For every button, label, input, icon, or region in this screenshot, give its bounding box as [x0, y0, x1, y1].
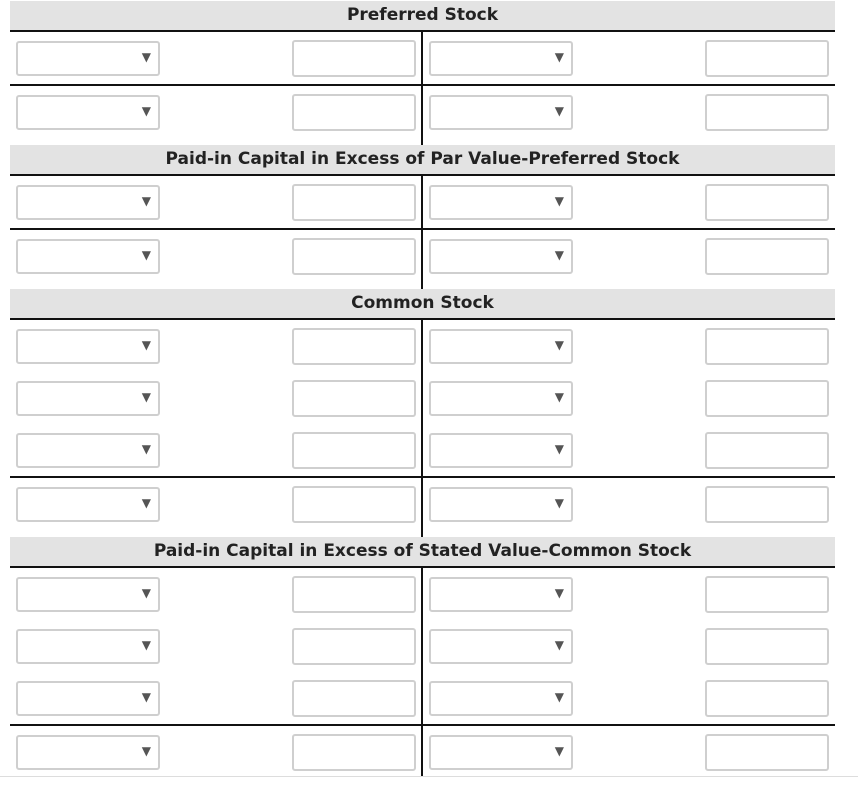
- chevron-down-icon: ▼: [554, 690, 564, 704]
- credit-amount-input[interactable]: [705, 40, 829, 77]
- chevron-down-icon: ▼: [141, 104, 151, 118]
- debit-account-select[interactable]: [16, 95, 160, 130]
- credit-amount-input[interactable]: [705, 94, 829, 131]
- debit-amount-input[interactable]: [292, 94, 416, 131]
- debit-account-select[interactable]: [16, 329, 160, 364]
- debit-amount-input[interactable]: [292, 486, 416, 523]
- chevron-down-icon: ▼: [141, 586, 151, 600]
- chevron-down-icon: ▼: [554, 194, 564, 208]
- footer-rule: [0, 776, 858, 777]
- chevron-down-icon: ▼: [141, 496, 151, 510]
- chevron-down-icon: ▼: [554, 390, 564, 404]
- section-header: Paid-in Capital in Excess of Par Value-Preferred Stock: [10, 145, 835, 175]
- chevron-down-icon: ▼: [554, 586, 564, 600]
- chevron-down-icon: ▼: [554, 442, 564, 456]
- t-account-divider: [421, 174, 423, 289]
- credit-account-select[interactable]: [429, 433, 573, 468]
- chevron-down-icon: ▼: [141, 390, 151, 404]
- credit-amount-input[interactable]: [705, 238, 829, 275]
- debit-account-select[interactable]: [16, 487, 160, 522]
- chevron-down-icon: ▼: [141, 194, 151, 208]
- chevron-down-icon: ▼: [141, 744, 151, 758]
- debit-amount-input[interactable]: [292, 328, 416, 365]
- chevron-down-icon: ▼: [554, 50, 564, 64]
- credit-amount-input[interactable]: [705, 734, 829, 771]
- t-account-divider: [421, 566, 423, 776]
- credit-account-select[interactable]: [429, 629, 573, 664]
- debit-account-select[interactable]: [16, 185, 160, 220]
- debit-amount-input[interactable]: [292, 380, 416, 417]
- credit-amount-input[interactable]: [705, 184, 829, 221]
- section-header: Common Stock: [10, 289, 835, 319]
- chevron-down-icon: ▼: [554, 248, 564, 262]
- debit-amount-input[interactable]: [292, 184, 416, 221]
- credit-account-select[interactable]: [429, 239, 573, 274]
- debit-account-select[interactable]: [16, 381, 160, 416]
- debit-amount-input[interactable]: [292, 432, 416, 469]
- credit-account-select[interactable]: [429, 95, 573, 130]
- chevron-down-icon: ▼: [554, 638, 564, 652]
- chevron-down-icon: ▼: [141, 690, 151, 704]
- chevron-down-icon: ▼: [141, 50, 151, 64]
- credit-account-select[interactable]: [429, 681, 573, 716]
- debit-account-select[interactable]: [16, 681, 160, 716]
- credit-account-select[interactable]: [429, 577, 573, 612]
- debit-account-select[interactable]: [16, 735, 160, 770]
- debit-account-select[interactable]: [16, 433, 160, 468]
- chevron-down-icon: ▼: [554, 496, 564, 510]
- credit-account-select[interactable]: [429, 381, 573, 416]
- credit-amount-input[interactable]: [705, 628, 829, 665]
- chevron-down-icon: ▼: [141, 338, 151, 352]
- credit-amount-input[interactable]: [705, 432, 829, 469]
- chevron-down-icon: ▼: [554, 104, 564, 118]
- debit-amount-input[interactable]: [292, 576, 416, 613]
- debit-account-select[interactable]: [16, 239, 160, 274]
- debit-account-select[interactable]: [16, 577, 160, 612]
- t-account-divider: [421, 318, 423, 537]
- credit-amount-input[interactable]: [705, 380, 829, 417]
- section-header: Preferred Stock: [10, 1, 835, 31]
- credit-amount-input[interactable]: [705, 328, 829, 365]
- section-header: Paid-in Capital in Excess of Stated Value-Common Stock: [10, 537, 835, 567]
- debit-amount-input[interactable]: [292, 628, 416, 665]
- credit-account-select[interactable]: [429, 735, 573, 770]
- debit-account-select[interactable]: [16, 41, 160, 76]
- credit-account-select[interactable]: [429, 487, 573, 522]
- credit-amount-input[interactable]: [705, 680, 829, 717]
- chevron-down-icon: ▼: [554, 744, 564, 758]
- chevron-down-icon: ▼: [554, 338, 564, 352]
- debit-amount-input[interactable]: [292, 680, 416, 717]
- chevron-down-icon: ▼: [141, 638, 151, 652]
- credit-account-select[interactable]: [429, 185, 573, 220]
- credit-amount-input[interactable]: [705, 576, 829, 613]
- debit-amount-input[interactable]: [292, 734, 416, 771]
- debit-account-select[interactable]: [16, 629, 160, 664]
- debit-amount-input[interactable]: [292, 238, 416, 275]
- chevron-down-icon: ▼: [141, 248, 151, 262]
- t-account-divider: [421, 30, 423, 145]
- debit-amount-input[interactable]: [292, 40, 416, 77]
- credit-account-select[interactable]: [429, 41, 573, 76]
- chevron-down-icon: ▼: [141, 442, 151, 456]
- credit-amount-input[interactable]: [705, 486, 829, 523]
- credit-account-select[interactable]: [429, 329, 573, 364]
